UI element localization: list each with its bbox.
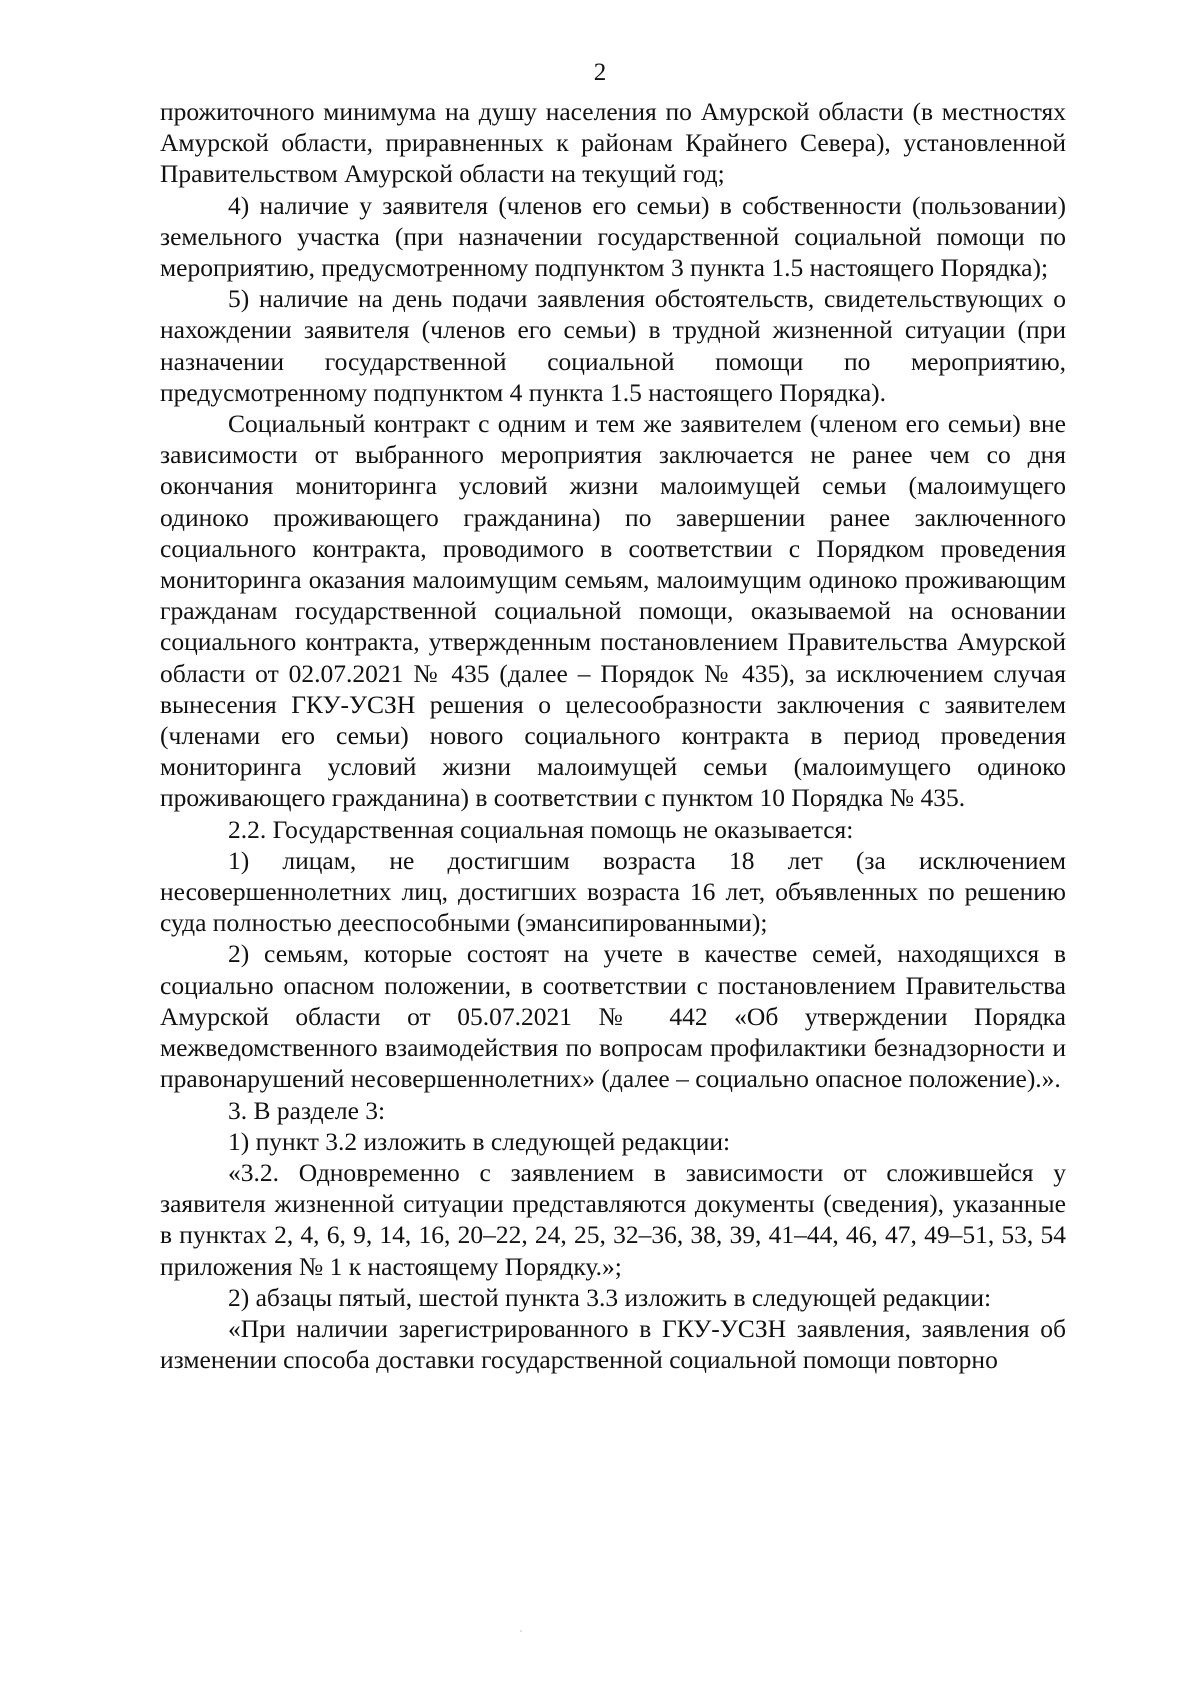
paragraph-social-contract: Социальный контракт с одним и тем же заявителем (членом его семьи) вне зависимости от выбранного мероприятия заключается не ранее чем со дня окончания мониторинга условий жизни малоимущей семьи (малоимущего одиноко проживающего гражданина) по завершении ранее заключенного социального контракта, проводимого в соответствии с Порядком проведения мониторинга оказания малоимущим семьям, малоимущим одиноко проживающим гражданам государственной социальной помощи, оказываемой на основании социального контракта, утвержденным постановлением Правительства Амурской области от 02.07.2021 № 435 (далее – Порядок № 435), за исключением случая вынесения ГКУ-УСЗН решения о целесообразности заключения с заявителем (членами его семьи) нового социального контракта в период проведения мониторинга условий жизни малоимущей семьи (малоимущего одиноко проживающего гражданина) в соответствии с пунктом 10 Порядка № 435. [160,409,1066,813]
paragraph-2-2-item-1: 1) лицам, не достигшим возраста 18 лет (за исключением несовершеннолетних лиц, достигших возраста 16 лет, объявленных по решению суда полностью дееспособными (эмансипированными); [160,845,1066,938]
page-number: 2 [593,59,607,86]
paragraph-2-2-item-2: 2) семьям, которые состоят на учете в качестве семей, находящихся в социально опасном положении, в соответствии с постановлением Правительства Амурской области от 05.07.2021 № 442 «Об утверждении Порядка межведомственного взаимодействия по вопросам профилактики безнадзорности и правонарушений несовершеннолетних» (далее – социально опасное положение).». [160,939,1066,1094]
paragraph-clause-3-3-start: «При наличии зарегистрированного в ГКУ-УСЗН заявления, заявления об изменении способа доставки государственной социальной помощи повторно [160,1313,1066,1375]
paragraph-section-2-2: 2.2. Государственная социальная помощь не оказывается: [228,814,854,844]
paragraph-3-item-1: 1) пункт 3.2 изложить в следующей редакции: [228,1126,731,1156]
paragraph-section-3: 3. В разделе 3: [228,1095,386,1125]
document-body [160,96,1066,1375]
paragraph-clause-3-2: «3.2. Одновременно с заявлением в зависимости от сложившейся у заявителя жизненной ситуации представляются документы (сведения), указанные в пунктах 2, 4, 6, 9, 14, 16, 20–22, 24, 25, 32–36, 38, 39, 41–44, 46, 47, 49–51, 53, 54 приложения № 1 к настоящему Порядку.»; [160,1157,1066,1281]
scan-artifact [520,1630,522,1632]
paragraph-3-item-2: 2) абзацы пятый, шестой пункта 3.3 изложить в следующей редакции: [228,1282,992,1312]
paragraph-item-4: 4) наличие у заявителя (членов его семьи) в собственности (пользовании) земельного участка (при назначении государственной социальной помощи по мероприятию, предусмотренному подпунктом 3 пункта 1.5 настоящего Порядка); [160,190,1066,283]
paragraph-continuation: прожиточного минимума на душу населения по Амурской области (в местностях Амурской области, приравненных к районам Крайнего Севера), установленной Правительством Амурской области на текущий год; [160,97,1066,189]
paragraph-item-5: 5) наличие на день подачи заявления обстоятельств, свидетельствующих о нахождении заявителя (членов его семьи) в трудной жизненной ситуации (при назначении государственной социальной помощи по мероприятию, предусмотренному подпунктом 4 пункта 1.5 настоящего Порядка). [160,284,1066,407]
